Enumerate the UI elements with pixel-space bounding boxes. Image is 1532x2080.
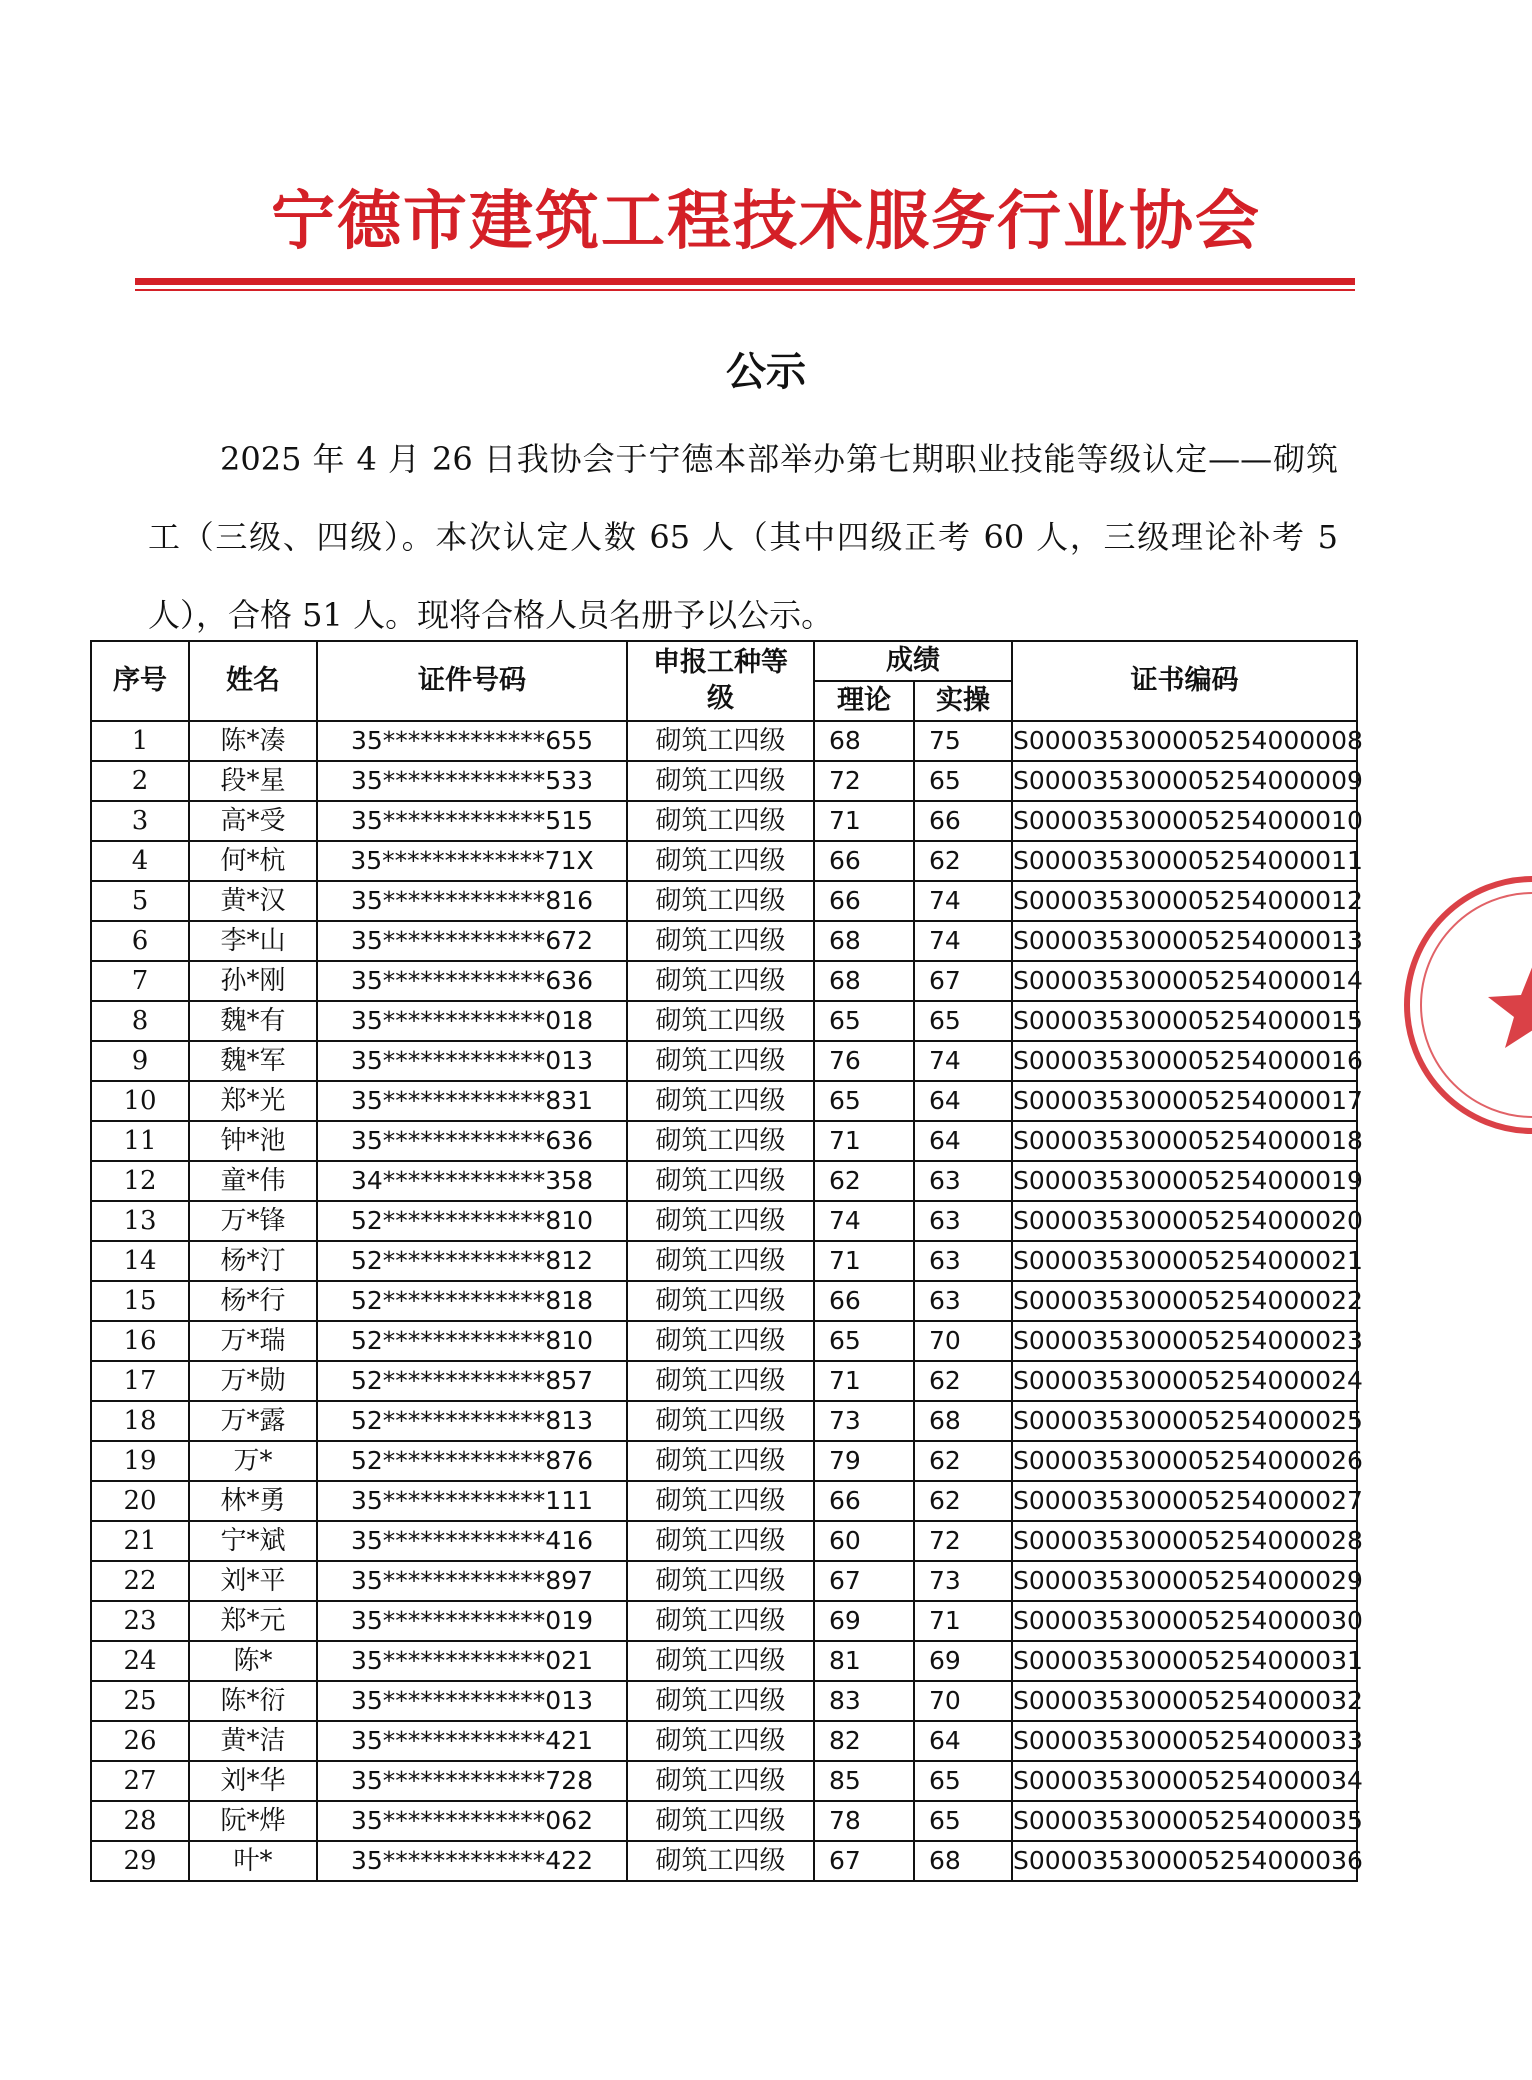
cell-id-number: 35*************422	[317, 1841, 627, 1881]
cell-theory-score: 71	[814, 1121, 914, 1161]
cell-practice-score: 74	[914, 881, 1012, 921]
cell-trade-level: 砌筑工四级	[627, 761, 814, 801]
cell-id-number: 35*************655	[317, 721, 627, 761]
cell-trade-level: 砌筑工四级	[627, 721, 814, 761]
cell-cert-number: S000035300005254000021	[1012, 1241, 1357, 1281]
cell-theory-score: 81	[814, 1641, 914, 1681]
cell-id-number: 35*************013	[317, 1041, 627, 1081]
cell-id-number: 52*************818	[317, 1281, 627, 1321]
cell-name: 刘*平	[189, 1561, 317, 1601]
cell-id-number: 52*************810	[317, 1201, 627, 1241]
cell-trade-level: 砌筑工四级	[627, 1201, 814, 1241]
notice-heading: 公示	[726, 349, 806, 395]
cell-seq: 9	[91, 1041, 189, 1081]
cell-name: 刘*华	[189, 1761, 317, 1801]
cell-seq: 19	[91, 1441, 189, 1481]
table-row	[91, 1441, 1357, 1481]
cell-trade-level: 砌筑工四级	[627, 881, 814, 921]
cell-id-number: 35*************421	[317, 1721, 627, 1761]
cell-id-number: 35*************533	[317, 761, 627, 801]
table-row	[91, 1521, 1357, 1561]
cell-seq: 20	[91, 1481, 189, 1521]
cell-seq: 15	[91, 1281, 189, 1321]
cell-seq: 5	[91, 881, 189, 921]
table-row	[91, 881, 1357, 921]
cell-theory-score: 72	[814, 761, 914, 801]
official-seal	[1398, 870, 1532, 1140]
cell-cert-number: S000035300005254000027	[1012, 1481, 1357, 1521]
cell-id-number: 35*************728	[317, 1761, 627, 1801]
cell-cert-number: S000035300005254000023	[1012, 1321, 1357, 1361]
cell-theory-score: 79	[814, 1441, 914, 1481]
cell-trade-level: 砌筑工四级	[627, 1001, 814, 1041]
cell-name: 万*锋	[189, 1201, 317, 1241]
cell-trade-level: 砌筑工四级	[627, 1161, 814, 1201]
cell-theory-score: 73	[814, 1401, 914, 1441]
cell-seq: 18	[91, 1401, 189, 1441]
table-row	[91, 721, 1357, 761]
cell-trade-level: 砌筑工四级	[627, 1681, 814, 1721]
table-row	[91, 1561, 1357, 1601]
cell-seq: 22	[91, 1561, 189, 1601]
table-row	[91, 1121, 1357, 1161]
cell-name: 叶*	[189, 1841, 317, 1881]
cell-name: 宁*斌	[189, 1521, 317, 1561]
cell-cert-number: S000035300005254000016	[1012, 1041, 1357, 1081]
table-row	[91, 841, 1357, 881]
table-row	[91, 1401, 1357, 1441]
header-cert-number: 证书编码	[1012, 641, 1357, 721]
cell-practice-score: 62	[914, 841, 1012, 881]
seal-stamp-icon	[1398, 870, 1532, 1140]
cell-name: 孙*刚	[189, 961, 317, 1001]
cell-cert-number: S000035300005254000011	[1012, 841, 1357, 881]
cell-theory-score: 67	[814, 1841, 914, 1881]
cell-theory-score: 66	[814, 881, 914, 921]
cell-practice-score: 70	[914, 1321, 1012, 1361]
table-body	[91, 721, 1363, 1881]
header-rule-thin	[135, 289, 1355, 291]
cell-practice-score: 74	[914, 1041, 1012, 1081]
header-practice: 实操	[914, 681, 1012, 721]
cell-name: 李*山	[189, 921, 317, 961]
cell-practice-score: 68	[914, 1841, 1012, 1881]
table-row	[91, 761, 1357, 801]
cell-seq: 26	[91, 1721, 189, 1761]
cell-trade-level: 砌筑工四级	[627, 1121, 814, 1161]
cell-theory-score: 60	[814, 1521, 914, 1561]
cell-id-number: 35*************636	[317, 1121, 627, 1161]
cell-seq: 7	[91, 961, 189, 1001]
cell-theory-score: 62	[814, 1161, 914, 1201]
cell-id-number: 35*************515	[317, 801, 627, 841]
header-scores: 成绩	[814, 641, 1012, 681]
cell-cert-number: S000035300005254000029	[1012, 1561, 1357, 1601]
cell-name: 魏*有	[189, 1001, 317, 1041]
cell-trade-level: 砌筑工四级	[627, 1241, 814, 1281]
cell-practice-score: 64	[914, 1721, 1012, 1761]
cell-seq: 17	[91, 1361, 189, 1401]
cell-trade-level: 砌筑工四级	[627, 1841, 814, 1881]
cell-theory-score: 66	[814, 1481, 914, 1521]
cell-name: 万*瑞	[189, 1321, 317, 1361]
cell-practice-score: 64	[914, 1081, 1012, 1121]
cell-theory-score: 65	[814, 1321, 914, 1361]
cell-name: 黄*洁	[189, 1721, 317, 1761]
cell-seq: 16	[91, 1321, 189, 1361]
cell-seq: 8	[91, 1001, 189, 1041]
cell-name: 陈*	[189, 1641, 317, 1681]
cell-trade-level: 砌筑工四级	[627, 1801, 814, 1841]
cell-theory-score: 66	[814, 1281, 914, 1321]
cell-theory-score: 71	[814, 1361, 914, 1401]
table-row	[91, 1161, 1357, 1201]
cell-theory-score: 85	[814, 1761, 914, 1801]
cell-trade-level: 砌筑工四级	[627, 1601, 814, 1641]
table-row	[91, 1081, 1357, 1121]
cell-practice-score: 66	[914, 801, 1012, 841]
cell-name: 郑*元	[189, 1601, 317, 1641]
cell-name: 段*星	[189, 761, 317, 801]
cell-trade-level: 砌筑工四级	[627, 1761, 814, 1801]
cell-seq: 3	[91, 801, 189, 841]
cell-seq: 1	[91, 721, 189, 761]
cell-seq: 23	[91, 1601, 189, 1641]
cell-cert-number: S000035300005254000010	[1012, 801, 1357, 841]
cell-cert-number: S000035300005254000024	[1012, 1361, 1357, 1401]
cell-id-number: 52*************857	[317, 1361, 627, 1401]
cell-id-number: 35*************636	[317, 961, 627, 1001]
cell-practice-score: 63	[914, 1161, 1012, 1201]
cell-theory-score: 78	[814, 1801, 914, 1841]
header-seq: 序号	[91, 641, 189, 721]
cell-practice-score: 73	[914, 1561, 1012, 1601]
cell-trade-level: 砌筑工四级	[627, 1361, 814, 1401]
cell-seq: 27	[91, 1761, 189, 1801]
cell-practice-score: 65	[914, 761, 1012, 801]
cell-id-number: 35*************021	[317, 1641, 627, 1681]
table-row	[91, 1481, 1357, 1521]
cell-id-number: 35*************672	[317, 921, 627, 961]
cell-name: 童*伟	[189, 1161, 317, 1201]
cell-trade-level: 砌筑工四级	[627, 841, 814, 881]
cell-cert-number: S000035300005254000009	[1012, 761, 1357, 801]
cell-id-number: 35*************816	[317, 881, 627, 921]
cell-cert-number: S000035300005254000036	[1012, 1841, 1357, 1881]
cell-theory-score: 83	[814, 1681, 914, 1721]
cell-id-number: 35*************71X	[317, 841, 627, 881]
cell-cert-number: S000035300005254000035	[1012, 1801, 1357, 1841]
cell-name: 万*露	[189, 1401, 317, 1441]
cell-practice-score: 62	[914, 1441, 1012, 1481]
cell-cert-number: S000035300005254000012	[1012, 881, 1357, 921]
cell-seq: 25	[91, 1681, 189, 1721]
table-row	[91, 1681, 1357, 1721]
table-row	[91, 1201, 1357, 1241]
cell-theory-score: 66	[814, 841, 914, 881]
cell-name: 黄*汉	[189, 881, 317, 921]
cell-cert-number: S000035300005254000025	[1012, 1401, 1357, 1441]
cell-cert-number: S000035300005254000015	[1012, 1001, 1357, 1041]
cell-cert-number: S000035300005254000020	[1012, 1201, 1357, 1241]
notice-paragraph: 2025 年 4 月 26 日我协会于宁德本部举办第七期职业技能等级认定——砌筑工（三级、四级）。本次认定人数 65 人（其中四级正考 60 人，三级理论补考 5 人），合格 51 人。现将合格人员名册予以公示。	[148, 440, 1338, 634]
cell-trade-level: 砌筑工四级	[627, 1561, 814, 1601]
cell-cert-number: S000035300005254000013	[1012, 921, 1357, 961]
header-name: 姓名	[189, 641, 317, 721]
cell-theory-score: 68	[814, 961, 914, 1001]
cell-id-number: 35*************013	[317, 1681, 627, 1721]
cell-theory-score: 68	[814, 721, 914, 761]
cell-cert-number: S000035300005254000033	[1012, 1721, 1357, 1761]
cell-cert-number: S000035300005254000028	[1012, 1521, 1357, 1561]
cell-id-number: 34*************358	[317, 1161, 627, 1201]
table-row	[91, 1361, 1357, 1401]
cell-seq: 12	[91, 1161, 189, 1201]
cell-seq: 11	[91, 1121, 189, 1161]
table-row	[91, 1321, 1357, 1361]
cell-seq: 21	[91, 1521, 189, 1561]
cell-theory-score: 82	[814, 1721, 914, 1761]
cell-practice-score: 63	[914, 1241, 1012, 1281]
cell-trade-level: 砌筑工四级	[627, 801, 814, 841]
cell-theory-score: 65	[814, 1001, 914, 1041]
cell-practice-score: 70	[914, 1681, 1012, 1721]
header-trade-level: 申报工种等级	[627, 641, 814, 721]
cell-trade-level: 砌筑工四级	[627, 1041, 814, 1081]
table-row	[91, 1281, 1357, 1321]
cell-name: 钟*池	[189, 1121, 317, 1161]
cell-id-number: 35*************111	[317, 1481, 627, 1521]
table-row	[91, 921, 1357, 961]
cell-trade-level: 砌筑工四级	[627, 1521, 814, 1561]
table-row	[91, 1721, 1357, 1761]
cell-practice-score: 65	[914, 1001, 1012, 1041]
cell-practice-score: 65	[914, 1761, 1012, 1801]
cell-seq: 28	[91, 1801, 189, 1841]
cell-theory-score: 71	[814, 1241, 914, 1281]
cell-trade-level: 砌筑工四级	[627, 1081, 814, 1121]
cell-trade-level: 砌筑工四级	[627, 921, 814, 961]
cell-theory-score: 67	[814, 1561, 914, 1601]
table-row	[91, 1641, 1357, 1681]
cell-name: 高*受	[189, 801, 317, 841]
cell-theory-score: 68	[814, 921, 914, 961]
table-row	[91, 1841, 1357, 1881]
cell-seq: 13	[91, 1201, 189, 1241]
cell-cert-number: S000035300005254000008	[1012, 721, 1357, 761]
cell-seq: 29	[91, 1841, 189, 1881]
cell-theory-score: 65	[814, 1081, 914, 1121]
table-header-row	[91, 641, 1357, 681]
table-row	[91, 1761, 1357, 1801]
table-row	[91, 1601, 1357, 1641]
table-row	[91, 961, 1357, 1001]
cell-seq: 10	[91, 1081, 189, 1121]
cell-name: 郑*光	[189, 1081, 317, 1121]
cell-practice-score: 74	[914, 921, 1012, 961]
cell-id-number: 52*************813	[317, 1401, 627, 1441]
header-rule-thick	[135, 278, 1355, 285]
cell-cert-number: S000035300005254000032	[1012, 1681, 1357, 1721]
cell-trade-level: 砌筑工四级	[627, 1481, 814, 1521]
cell-id-number: 35*************897	[317, 1561, 627, 1601]
cell-cert-number: S000035300005254000018	[1012, 1121, 1357, 1161]
organization-title: 宁德市建筑工程技术服务行业协会	[271, 185, 1261, 259]
cell-seq: 6	[91, 921, 189, 961]
cell-practice-score: 63	[914, 1201, 1012, 1241]
cell-trade-level: 砌筑工四级	[627, 1401, 814, 1441]
cell-practice-score: 75	[914, 721, 1012, 761]
cell-seq: 14	[91, 1241, 189, 1281]
cell-practice-score: 63	[914, 1281, 1012, 1321]
cell-theory-score: 69	[814, 1601, 914, 1641]
table-row	[91, 1041, 1357, 1081]
cell-id-number: 52*************812	[317, 1241, 627, 1281]
cell-theory-score: 74	[814, 1201, 914, 1241]
cell-name: 陈*凑	[189, 721, 317, 761]
table-row	[91, 1801, 1357, 1841]
qualified-roster-table	[90, 640, 1363, 1882]
cell-trade-level: 砌筑工四级	[627, 1641, 814, 1681]
cell-cert-number: S000035300005254000017	[1012, 1081, 1357, 1121]
header-theory: 理论	[814, 681, 914, 721]
cell-practice-score: 64	[914, 1121, 1012, 1161]
cell-id-number: 35*************019	[317, 1601, 627, 1641]
cell-id-number: 52*************810	[317, 1321, 627, 1361]
cell-cert-number: S000035300005254000026	[1012, 1441, 1357, 1481]
cell-id-number: 35*************018	[317, 1001, 627, 1041]
cell-practice-score: 68	[914, 1401, 1012, 1441]
cell-practice-score: 62	[914, 1481, 1012, 1521]
table-row	[91, 801, 1357, 841]
header-id-number: 证件号码	[317, 641, 627, 721]
cell-name: 万*	[189, 1441, 317, 1481]
cell-name: 何*杭	[189, 841, 317, 881]
cell-id-number: 35*************416	[317, 1521, 627, 1561]
cell-cert-number: S000035300005254000030	[1012, 1601, 1357, 1641]
cell-id-number: 35*************831	[317, 1081, 627, 1121]
cell-name: 魏*军	[189, 1041, 317, 1081]
cell-theory-score: 76	[814, 1041, 914, 1081]
cell-cert-number: S000035300005254000022	[1012, 1281, 1357, 1321]
cell-practice-score: 62	[914, 1361, 1012, 1401]
cell-name: 杨*汀	[189, 1241, 317, 1281]
cell-cert-number: S000035300005254000034	[1012, 1761, 1357, 1801]
cell-id-number: 35*************062	[317, 1801, 627, 1841]
cell-cert-number: S000035300005254000031	[1012, 1641, 1357, 1681]
cell-trade-level: 砌筑工四级	[627, 1441, 814, 1481]
cell-seq: 24	[91, 1641, 189, 1681]
cell-trade-level: 砌筑工四级	[627, 1321, 814, 1361]
cell-name: 万*勋	[189, 1361, 317, 1401]
cell-cert-number: S000035300005254000014	[1012, 961, 1357, 1001]
cell-seq: 2	[91, 761, 189, 801]
cell-practice-score: 69	[914, 1641, 1012, 1681]
cell-name: 杨*行	[189, 1281, 317, 1321]
cell-trade-level: 砌筑工四级	[627, 1721, 814, 1761]
cell-theory-score: 71	[814, 801, 914, 841]
cell-name: 陈*衍	[189, 1681, 317, 1721]
cell-practice-score: 72	[914, 1521, 1012, 1561]
cell-name: 林*勇	[189, 1481, 317, 1521]
cell-name: 阮*烨	[189, 1801, 317, 1841]
cell-practice-score: 71	[914, 1601, 1012, 1641]
cell-practice-score: 67	[914, 961, 1012, 1001]
cell-trade-level: 砌筑工四级	[627, 1281, 814, 1321]
cell-trade-level: 砌筑工四级	[627, 961, 814, 1001]
cell-cert-number: S000035300005254000019	[1012, 1161, 1357, 1201]
table-row	[91, 1241, 1357, 1281]
cell-seq: 4	[91, 841, 189, 881]
table-row	[91, 1001, 1357, 1041]
cell-practice-score: 65	[914, 1801, 1012, 1841]
cell-id-number: 52*************876	[317, 1441, 627, 1481]
